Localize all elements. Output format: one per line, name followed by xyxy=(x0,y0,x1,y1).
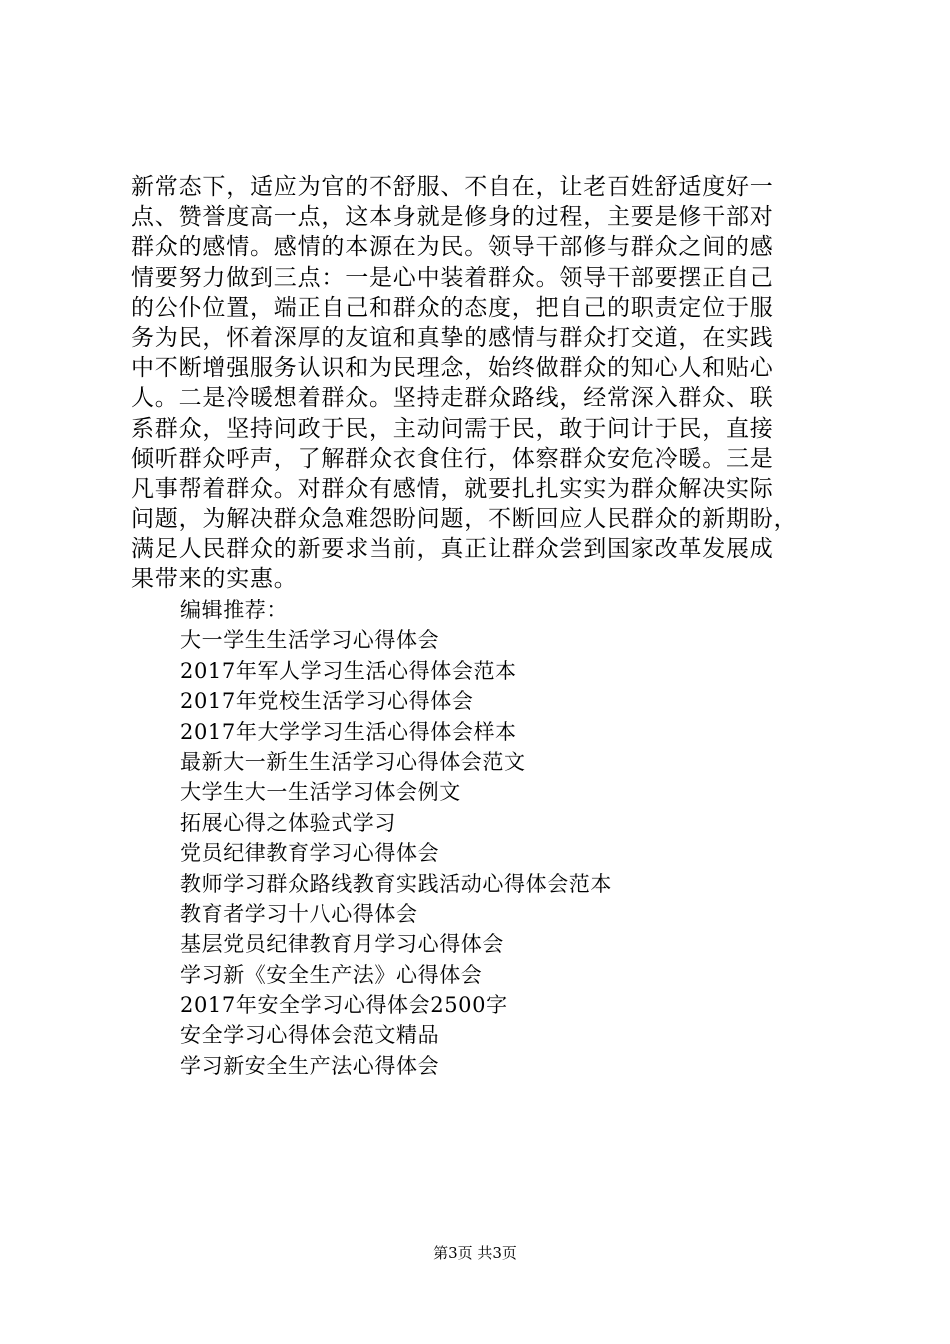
body-line: 果带来的实惠。 xyxy=(131,566,298,593)
recommendation-item[interactable]: 2017年大学学习生活心得体会样本 xyxy=(180,719,517,744)
recommendation-item[interactable]: 教育者学习十八心得体会 xyxy=(180,901,418,926)
body-line: 情要努力做到三点：一是心中装着群众。领导干部要摆正自己 xyxy=(131,264,774,291)
recommendation-list xyxy=(180,595,820,1081)
body-line: 系群众，坚持问政于民，主动问需于民，敢于问计于民，直接 xyxy=(131,415,774,442)
page-number-footer: 第3页 共3页 xyxy=(433,1244,517,1262)
recommendation-heading: 编辑推荐： xyxy=(180,598,288,622)
recommendation-item[interactable]: 安全学习心得体会范文精品 xyxy=(180,1023,440,1048)
body-line: 凡事帮着群众。对群众有感情，就要扎扎实实为群众解决实际 xyxy=(131,475,774,502)
body-line: 的公仆位置，端正自己和群众的态度，把自己的职责定位于服 xyxy=(131,294,774,321)
body-line: 人。二是冷暖想着群众。坚持走群众路线，经常深入群众、联 xyxy=(131,385,774,412)
body-paragraph xyxy=(131,172,821,595)
body-line: 满足人民群众的新要求当前，真正让群众尝到国家改革发展成 xyxy=(131,536,774,563)
body-line: 务为民，怀着深厚的友谊和真挚的感情与群众打交道，在实践 xyxy=(131,324,774,351)
body-line: 问题，为解决群众急难怨盼问题，不断回应人民群众的新期盼， xyxy=(131,506,798,533)
recommendation-item[interactable]: 学习新安全生产法心得体会 xyxy=(180,1053,440,1078)
recommendation-item[interactable]: 大一学生生活学习心得体会 xyxy=(180,628,440,653)
body-line: 群众的感情。感情的本源在为民。领导干部修与群众之间的感 xyxy=(131,234,774,261)
recommendation-item[interactable]: 2017年军人学习生活心得体会范本 xyxy=(180,658,517,683)
body-line: 倾听群众呼声，了解群众衣食住行，体察群众安危冷暖。三是 xyxy=(131,445,774,472)
recommendation-item[interactable]: 党员纪律教育学习心得体会 xyxy=(180,841,440,866)
recommendation-item[interactable]: 基层党员纪律教育月学习心得体会 xyxy=(180,932,504,957)
body-line: 新常态下，适应为官的不舒服、不自在，让老百姓舒适度好一 xyxy=(131,174,774,200)
recommendation-item[interactable]: 2017年安全学习心得体会2500字 xyxy=(180,993,508,1018)
body-line: 中不断增强服务认识和为民理念，始终做群众的知心人和贴心 xyxy=(131,355,774,382)
recommendation-item[interactable]: 最新大一新生生活学习心得体会范文 xyxy=(180,749,526,774)
recommendation-item[interactable]: 2017年党校生活学习心得体会 xyxy=(180,689,474,714)
recommendation-item[interactable]: 大学生大一生活学习体会例文 xyxy=(180,780,461,805)
recommendation-item[interactable]: 教师学习群众路线教育实践活动心得体会范本 xyxy=(180,871,612,896)
recommendation-item[interactable]: 拓展心得之体验式学习 xyxy=(180,810,396,835)
body-line: 点、赞誉度高一点，这本身就是修身的过程，主要是修干部对 xyxy=(131,204,774,231)
recommendation-item[interactable]: 学习新《安全生产法》心得体会 xyxy=(180,962,483,987)
